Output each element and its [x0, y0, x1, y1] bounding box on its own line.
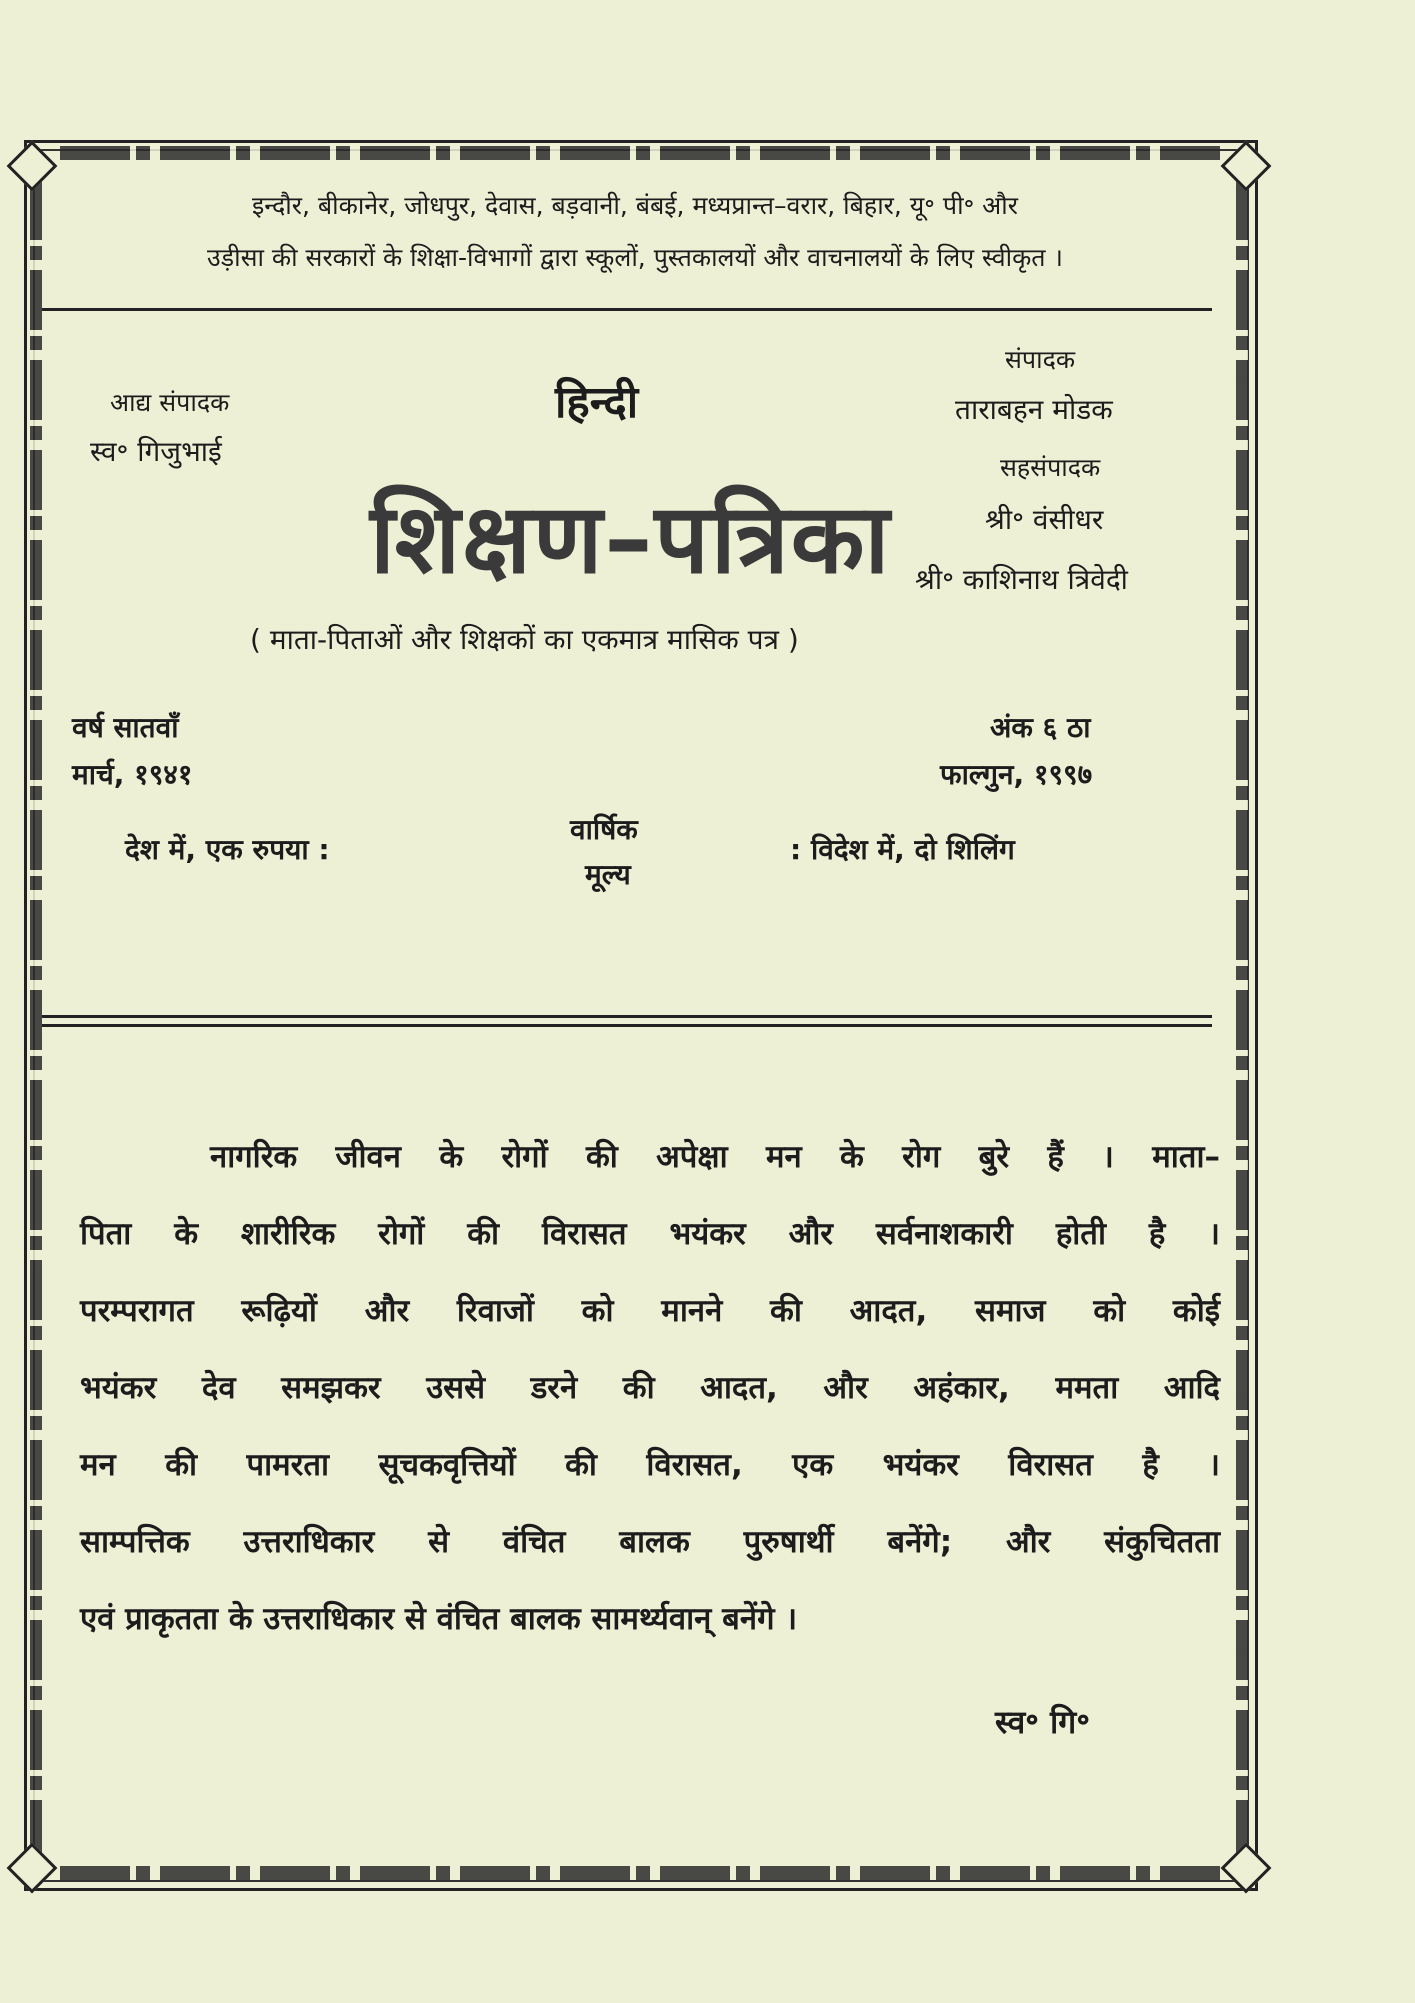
- price-foreign: : विदेश में, दो शिलिंग: [790, 833, 1015, 866]
- body-line: नागरिक जीवन के रोगों की अपेक्षा मन के रोग बुरे हैं । माता–: [210, 1139, 1220, 1175]
- body-line: पिता के शारीरिक रोगों की विरासत भयंकर और सर्वनाशकारी होती है ।: [80, 1216, 1220, 1252]
- signature: स्व॰ गि॰: [995, 1703, 1090, 1741]
- approval-line-2: उड़ीसा की सरकारों के शिक्षा-विभागों द्वारा स्कूलों, पुस्तकालयों और वाचनालयों के लिए स्वीकृत ।: [207, 243, 1063, 272]
- founder-name: स्व॰ गिजुभाई: [90, 435, 222, 468]
- editor-label: संपादक: [1005, 345, 1076, 374]
- title-small: हिन्दी: [555, 377, 639, 428]
- border-left-ornament: [30, 180, 42, 1860]
- co-editor-name: श्री॰ वंसीधर: [985, 503, 1104, 536]
- body-line: परम्परागत रूढ़ियों और रिवाजों को मानने की आदत, समाज को कोई: [80, 1293, 1220, 1329]
- price-label: मूल्य: [585, 858, 631, 891]
- body-line: मन की पामरता सूचकवृत्तियों की विरासत, एक भयंकर विरासत है ।: [80, 1447, 1220, 1483]
- magazine-title: शिक्षण–पत्रिका: [370, 483, 892, 595]
- co-editor-label: सहसंपादक: [1000, 453, 1101, 482]
- founder-label: आद्य संपादक: [110, 388, 230, 417]
- body-line: एवं प्राकृतता के उत्तराधिकार से वंचित बालक सामर्थ्यवान् बनेंगे ।: [80, 1601, 798, 1637]
- border-top-ornament: [60, 146, 1220, 160]
- double-divider: [42, 1024, 1212, 1027]
- body-line: साम्पत्तिक उत्तराधिकार से वंचित बालक पुरुषार्थी बनेंगे; और संकुचितता: [80, 1524, 1220, 1560]
- issue-date: मार्च, १९४१: [72, 758, 193, 791]
- border-bottom-ornament: [60, 1866, 1220, 1880]
- co-editor-name: श्री॰ काशिनाथ त्रिवेदी: [915, 563, 1128, 596]
- divider: [42, 308, 1212, 311]
- border-right-ornament: [1236, 180, 1248, 1860]
- editor-name: ताराबहन मोडक: [955, 393, 1113, 426]
- issue-number: अंक ६ ठा: [990, 711, 1091, 744]
- volume-year: वर्ष सातवाँ: [72, 711, 179, 744]
- price-label: वार्षिक: [570, 813, 638, 846]
- issue-samvat: फाल्गुन, १९९७: [940, 758, 1093, 791]
- body-line: भयंकर देव समझकर उससे डरने की आदत, और अहंकार, ममता आदि: [80, 1370, 1220, 1406]
- subtitle: ( माता-पिताओं और शिक्षकों का एकमात्र मासिक पत्र ): [250, 623, 799, 656]
- approval-line-1: इन्दौर, बीकानेर, जोधपुर, देवास, बड़वानी, बंबई, मध्यप्रान्त–वरार, बिहार, यू॰ पी॰ और: [252, 191, 1018, 220]
- price-domestic: देश में, एक रुपया :: [125, 833, 330, 866]
- double-divider: [42, 1015, 1212, 1018]
